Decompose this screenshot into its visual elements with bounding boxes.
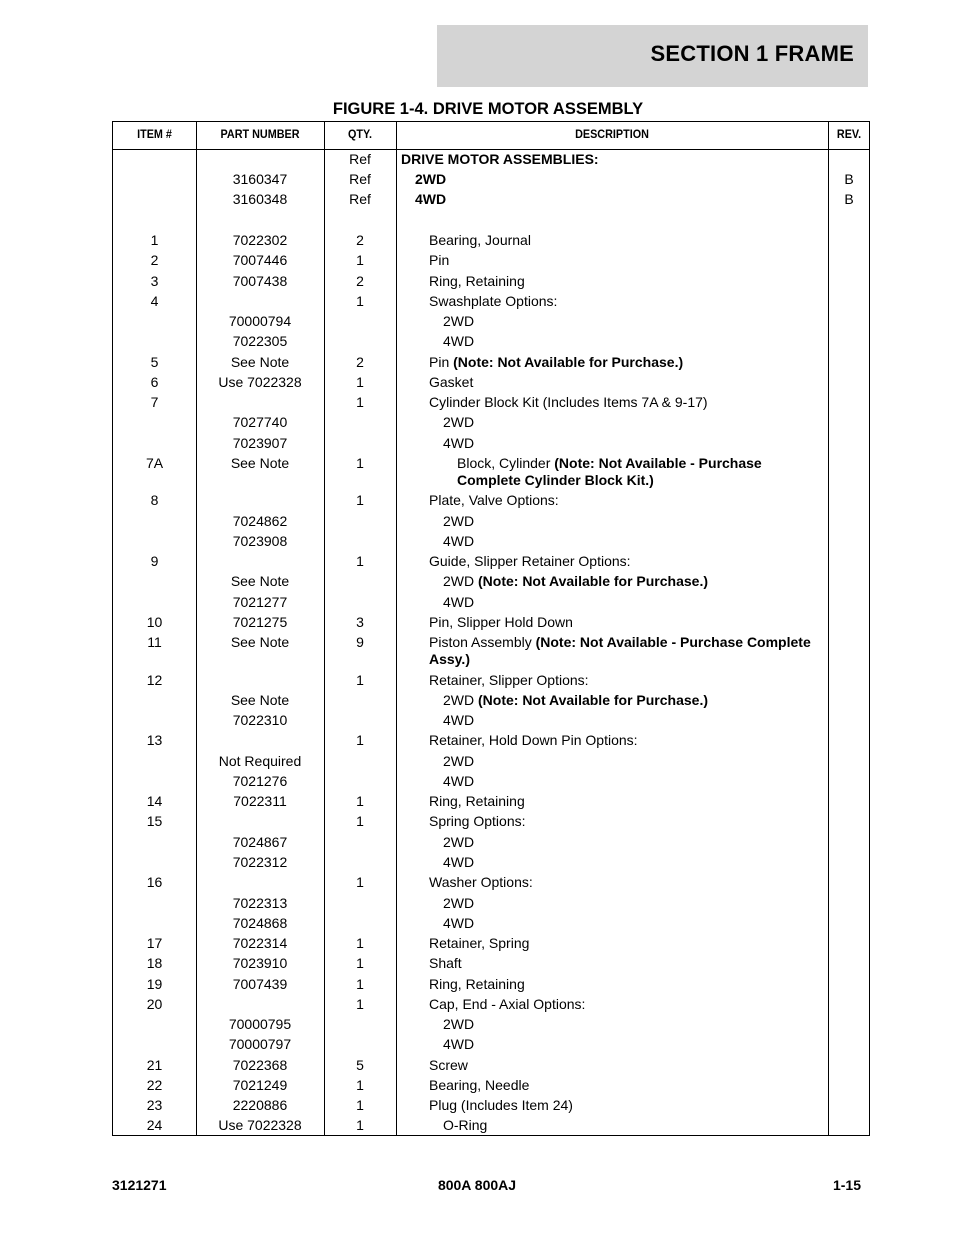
figure-title: FIGURE 1-4. DRIVE MOTOR ASSEMBLY xyxy=(332,100,644,118)
part-number: 7022312 xyxy=(232,854,288,870)
part-number: Not Required xyxy=(218,753,302,769)
item-number: 19 xyxy=(146,976,163,992)
item-number: 12 xyxy=(146,672,163,688)
quantity: 1 xyxy=(356,813,364,829)
quantity: 9 xyxy=(356,634,364,650)
item-number: 5 xyxy=(150,354,159,370)
description xyxy=(443,692,825,709)
description xyxy=(429,293,825,310)
description xyxy=(443,1036,825,1053)
description xyxy=(429,374,825,391)
part-number: See Note xyxy=(230,455,290,471)
page-footer xyxy=(0,1177,954,1197)
item-number: 21 xyxy=(146,1057,163,1073)
quantity: 1 xyxy=(356,1077,364,1093)
description-text: Guide, Slipper Retainer Options: xyxy=(429,553,631,569)
item-number: 20 xyxy=(146,996,163,1012)
part-number: 3160347 xyxy=(232,171,288,187)
column-header-description: DESCRIPTION xyxy=(575,127,649,141)
description xyxy=(429,273,825,290)
description-note: (Note: Not Available for Purchase.) xyxy=(478,692,709,708)
section-header xyxy=(437,25,868,87)
part-number: 7024867 xyxy=(232,834,288,850)
description xyxy=(443,773,825,790)
description xyxy=(429,874,825,891)
description xyxy=(443,573,825,590)
description xyxy=(429,955,825,972)
revision: B xyxy=(844,171,854,187)
part-number: 3160348 xyxy=(232,191,288,207)
description-text: 4WD xyxy=(443,915,475,931)
description xyxy=(429,232,825,249)
description-text: 2WD xyxy=(443,753,475,769)
description-note: 2WD xyxy=(415,171,447,187)
description-text: Retainer, Spring xyxy=(429,935,530,951)
description xyxy=(443,513,825,530)
description xyxy=(429,793,825,810)
description-text: 4WD xyxy=(443,773,475,789)
item-number: 10 xyxy=(146,614,163,630)
description-text: Swashplate Options: xyxy=(429,293,558,309)
description-text: Plate, Valve Options: xyxy=(429,492,559,508)
description-text: 4WD xyxy=(443,712,475,728)
description-note: (Note: Not Available - Purchase Complete Cylinder Block Kit.) xyxy=(457,455,762,488)
description-text: Cap, End - Axial Options: xyxy=(429,996,586,1012)
description xyxy=(415,171,825,188)
description xyxy=(429,1077,825,1094)
item-number: 3 xyxy=(150,273,159,289)
description xyxy=(443,854,825,871)
description xyxy=(443,533,825,550)
quantity: 5 xyxy=(356,1057,364,1073)
description xyxy=(443,1016,825,1033)
item-number: 16 xyxy=(146,874,163,890)
description xyxy=(429,732,825,749)
description xyxy=(457,455,825,489)
quantity: 1 xyxy=(356,976,364,992)
description xyxy=(443,414,825,431)
description xyxy=(443,435,825,452)
quantity: Ref xyxy=(349,151,371,167)
item-number: 2 xyxy=(150,252,159,268)
part-number: 7021249 xyxy=(232,1077,288,1093)
description-text: 4WD xyxy=(443,533,475,549)
description-text: 4WD xyxy=(443,333,475,349)
description-text: Piston Assembly xyxy=(429,634,536,650)
parts-table xyxy=(112,121,870,1136)
quantity: 1 xyxy=(356,553,364,569)
description-text: Screw xyxy=(429,1057,468,1073)
item-number: 17 xyxy=(146,935,163,951)
description-text: 4WD xyxy=(443,594,475,610)
description-text: Bearing, Needle xyxy=(429,1077,530,1093)
description-text: Spring Options: xyxy=(429,813,526,829)
description-text: 4WD xyxy=(443,1036,475,1052)
quantity: 1 xyxy=(356,252,364,268)
description xyxy=(429,394,825,411)
part-number: 7024862 xyxy=(232,513,288,529)
quantity: 1 xyxy=(356,935,364,951)
description-text: Pin xyxy=(429,252,450,268)
quantity: 1 xyxy=(356,1097,364,1113)
description-text: Plug (Includes Item 24) xyxy=(429,1097,573,1113)
description-text: Cylinder Block Kit (Includes Items 7A & 9-17) xyxy=(429,394,708,410)
item-number: 4 xyxy=(150,293,159,309)
part-number: See Note xyxy=(230,634,290,650)
description xyxy=(443,895,825,912)
part-number: 7022314 xyxy=(232,935,288,951)
quantity: 2 xyxy=(356,232,364,248)
description xyxy=(415,191,825,208)
quantity: Ref xyxy=(349,191,371,207)
footer-page-number: 1-15 xyxy=(832,1177,861,1193)
description-text: 4WD xyxy=(443,854,475,870)
description xyxy=(443,333,825,350)
quantity: 1 xyxy=(356,874,364,890)
part-number: 7007439 xyxy=(232,976,288,992)
quantity: 1 xyxy=(356,732,364,748)
column-header-rev: REV. xyxy=(836,127,862,141)
item-number: 6 xyxy=(150,374,159,390)
description-text: Ring, Retaining xyxy=(429,273,525,289)
part-number: 7022313 xyxy=(232,895,288,911)
description-text: Washer Options: xyxy=(429,874,533,890)
description xyxy=(429,614,825,631)
item-number: 24 xyxy=(146,1117,163,1133)
part-number: 70000797 xyxy=(228,1036,292,1052)
item-number: 9 xyxy=(150,553,159,569)
description-text: 2WD xyxy=(443,573,478,589)
part-number: 7024868 xyxy=(232,915,288,931)
item-number: 7 xyxy=(150,394,159,410)
item-number: 11 xyxy=(147,634,162,650)
part-number: 70000794 xyxy=(228,313,292,329)
description-text: Pin, Slipper Hold Down xyxy=(429,614,573,630)
quantity: 2 xyxy=(356,273,364,289)
description xyxy=(429,1097,825,1114)
item-number: 8 xyxy=(150,492,159,508)
description-text: 2WD xyxy=(443,414,475,430)
item-number: 22 xyxy=(146,1077,163,1093)
quantity: 3 xyxy=(356,614,364,630)
description-note: (Note: Not Available for Purchase.) xyxy=(453,354,684,370)
item-number: 18 xyxy=(146,955,163,971)
part-number: Use 7022328 xyxy=(218,374,302,390)
description-text: 2WD xyxy=(443,834,475,850)
footer-model: 800A 800AJ xyxy=(437,1177,517,1193)
description-note: (Note: Not Available - Purchase Complete Assy.) xyxy=(429,634,811,667)
part-number: 7023910 xyxy=(232,955,288,971)
quantity: 1 xyxy=(356,955,364,971)
quantity: 1 xyxy=(356,1117,364,1133)
column-header-part-number: PART NUMBER xyxy=(220,127,300,141)
part-number: See Note xyxy=(230,573,290,589)
part-number: 70000795 xyxy=(228,1016,292,1032)
quantity: 1 xyxy=(356,793,364,809)
quantity: 1 xyxy=(356,394,364,410)
description xyxy=(429,252,825,269)
description xyxy=(443,712,825,729)
column-header-item: ITEM # xyxy=(137,127,172,141)
description-text: Gasket xyxy=(429,374,474,390)
description xyxy=(443,915,825,932)
part-number: 7021276 xyxy=(232,773,288,789)
description-text: Bearing, Journal xyxy=(429,232,531,248)
part-number: 7022305 xyxy=(232,333,288,349)
part-number: Use 7022328 xyxy=(218,1117,302,1133)
description xyxy=(429,634,825,668)
part-number: 7021275 xyxy=(232,614,288,630)
description-text: Pin xyxy=(429,354,454,370)
description-note: (Note: Not Available for Purchase.) xyxy=(478,573,709,589)
description-text: O-Ring xyxy=(443,1117,488,1133)
description-text: Ring, Retaining xyxy=(429,793,525,809)
description-text: Shaft xyxy=(429,955,462,971)
part-number: 7007446 xyxy=(232,252,288,268)
part-number: 7022368 xyxy=(232,1057,288,1073)
part-number: 7022311 xyxy=(233,793,287,809)
part-number: 2220886 xyxy=(232,1097,288,1113)
item-number: 23 xyxy=(146,1097,163,1113)
description xyxy=(443,313,825,330)
description xyxy=(429,813,825,830)
description xyxy=(443,753,825,770)
description-text: 2WD xyxy=(443,692,478,708)
quantity: Ref xyxy=(349,171,371,187)
item-number: 14 xyxy=(146,793,163,809)
part-number: 7021277 xyxy=(232,594,288,610)
quantity: 1 xyxy=(356,996,364,1012)
part-number: 7022302 xyxy=(232,232,288,248)
description xyxy=(429,492,825,509)
quantity: 1 xyxy=(356,492,364,508)
part-number: 7022310 xyxy=(232,712,288,728)
description xyxy=(429,1057,825,1074)
description xyxy=(443,1117,825,1134)
description xyxy=(429,553,825,570)
description-text: 2WD xyxy=(443,313,475,329)
quantity: 1 xyxy=(356,293,364,309)
description xyxy=(429,672,825,689)
column-header-qty: QTY. xyxy=(347,127,372,141)
quantity: 1 xyxy=(356,672,364,688)
description-note: DRIVE MOTOR ASSEMBLIES: xyxy=(401,151,599,167)
part-number: See Note xyxy=(230,354,290,370)
description-text: Retainer, Slipper Options: xyxy=(429,672,589,688)
description xyxy=(443,834,825,851)
quantity: 1 xyxy=(356,374,364,390)
part-number: 7023907 xyxy=(232,435,288,451)
description-text: Retainer, Hold Down Pin Options: xyxy=(429,732,638,748)
description-text: 2WD xyxy=(443,1016,475,1032)
part-number: 7023908 xyxy=(232,533,288,549)
item-number: 15 xyxy=(146,813,163,829)
description xyxy=(429,996,825,1013)
description xyxy=(443,594,825,611)
description-text: 2WD xyxy=(443,895,475,911)
description xyxy=(429,976,825,993)
table-body xyxy=(113,122,869,1135)
description xyxy=(429,935,825,952)
description-text: Block, Cylinder xyxy=(457,455,555,471)
section-title: SECTION 1 FRAME xyxy=(650,41,854,66)
part-number: See Note xyxy=(230,692,290,708)
part-number: 7007438 xyxy=(232,273,288,289)
item-number: 1 xyxy=(150,232,159,248)
part-number: 7027740 xyxy=(232,414,288,430)
item-number: 7A xyxy=(145,455,164,471)
description-text: Ring, Retaining xyxy=(429,976,525,992)
description-note: 4WD xyxy=(415,191,447,207)
item-number: 13 xyxy=(146,732,163,748)
footer-doc-number: 3121271 xyxy=(112,1177,167,1193)
description-text: 2WD xyxy=(443,513,475,529)
description xyxy=(401,151,825,168)
quantity: 2 xyxy=(356,354,364,370)
revision: B xyxy=(844,191,854,207)
quantity: 1 xyxy=(356,455,364,471)
description xyxy=(429,354,825,371)
description-text: 4WD xyxy=(443,435,475,451)
